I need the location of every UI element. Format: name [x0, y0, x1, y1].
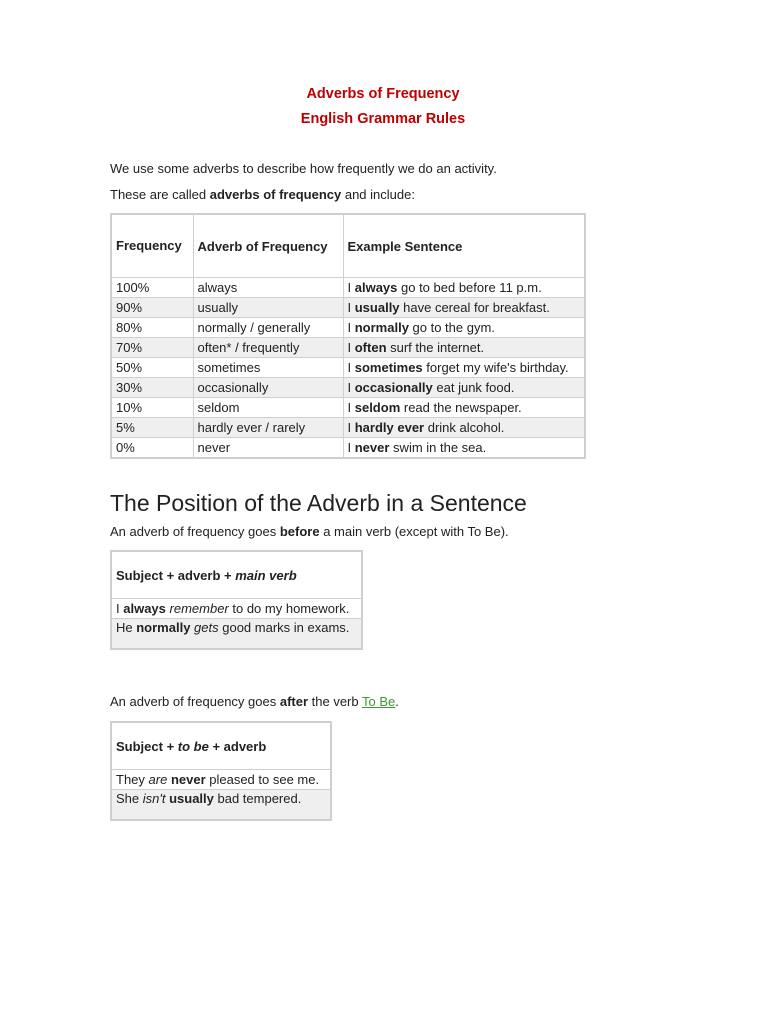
para-bold: before [279, 524, 320, 539]
cell-text: I [347, 300, 355, 315]
header-text: + adverb [208, 738, 267, 754]
cell-text: I [347, 380, 355, 395]
table-header-row [111, 214, 585, 278]
cell-text: I [347, 320, 355, 335]
header-text: Subject + adverb + [116, 567, 236, 583]
cell-bold: sometimes [354, 360, 423, 375]
cell-text: swim in the sea. [389, 440, 487, 455]
cell-example [343, 378, 585, 398]
after-table-header [111, 722, 331, 770]
cell-example [343, 278, 585, 298]
cell-text: drink alcohol. [424, 420, 505, 435]
cell-frequency: 10% [111, 398, 193, 418]
table-row [111, 398, 585, 418]
cell-bold: always [123, 601, 166, 616]
cell-frequency: 0% [111, 438, 193, 459]
table-row [111, 438, 585, 459]
cell-bold: usually [354, 300, 400, 315]
para-text: the verb [308, 694, 362, 709]
before-verb-table [110, 550, 363, 650]
header-italic: to be [177, 738, 209, 754]
cell-adverb: normally / generally [193, 318, 343, 338]
cell-frequency: 5% [111, 418, 193, 438]
table-row [111, 790, 331, 821]
cell-example [343, 298, 585, 318]
cell-adverb: usually [193, 298, 343, 318]
intro-paragraph-2 [110, 187, 415, 202]
table-row [111, 358, 585, 378]
table-row [111, 278, 585, 298]
cell-text: good marks in exams. [218, 620, 350, 635]
cell-text: They [116, 772, 149, 787]
cell-text: eat junk food. [432, 380, 515, 395]
para-bold: after [279, 694, 309, 709]
table-header-row [111, 551, 362, 599]
cell-frequency: 70% [111, 338, 193, 358]
cell-text: I [347, 440, 355, 455]
before-paragraph [110, 524, 509, 539]
table-row [111, 378, 585, 398]
cell-example [343, 358, 585, 378]
cell-text: I [347, 280, 355, 295]
frequency-table [110, 213, 586, 459]
cell-text: have cereal for breakfast. [399, 300, 550, 315]
header-example: Example Sentence [343, 214, 585, 278]
cell-frequency: 80% [111, 318, 193, 338]
cell-bold: occasionally [354, 380, 433, 395]
cell-text: pleased to see me. [205, 772, 320, 787]
cell-text: surf the internet. [386, 340, 485, 355]
cell-adverb: sometimes [193, 358, 343, 378]
para-text: . [395, 694, 399, 709]
cell-text: bad tempered. [213, 791, 302, 806]
header-text: Subject + [116, 738, 178, 754]
intro-text: These are called [110, 187, 210, 202]
table-cell [111, 599, 362, 619]
cell-adverb: seldom [193, 398, 343, 418]
cell-adverb: often* / frequently [193, 338, 343, 358]
cell-frequency: 30% [111, 378, 193, 398]
cell-frequency: 50% [111, 358, 193, 378]
header-italic: main verb [235, 567, 297, 583]
cell-bold: seldom [354, 400, 401, 415]
para-text: An adverb of frequency goes [110, 524, 280, 539]
para-text: a main verb (except with To Be). [319, 524, 509, 539]
cell-frequency: 100% [111, 278, 193, 298]
intro-text: and include: [341, 187, 415, 202]
cell-text: I [347, 420, 355, 435]
cell-text: I [116, 601, 124, 616]
table-header-row [111, 722, 331, 770]
cell-text: I [347, 400, 355, 415]
intro-paragraph-1: We use some adverbs to describe how frequently we do an activity. [110, 161, 497, 176]
intro-bold-term: adverbs of frequency [209, 187, 342, 202]
cell-adverb: always [193, 278, 343, 298]
after-verb-table [110, 721, 332, 821]
table-row [111, 599, 362, 619]
table-row [111, 298, 585, 318]
cell-bold: normally [354, 320, 409, 335]
cell-bold: often [354, 340, 387, 355]
after-paragraph [110, 694, 399, 709]
cell-text: She [116, 791, 143, 806]
cell-bold: usually [169, 791, 214, 806]
cell-frequency: 90% [111, 298, 193, 318]
cell-text: go to bed before 11 p.m. [397, 280, 542, 295]
table-row [111, 770, 331, 790]
cell-bold: hardly ever [354, 420, 425, 435]
cell-bold: normally [136, 620, 191, 635]
table-row [111, 418, 585, 438]
cell-example [343, 338, 585, 358]
table-cell [111, 770, 331, 790]
cell-text: forget my wife's birthday. [422, 360, 569, 375]
cell-text: read the newspaper. [400, 400, 522, 415]
cell-bold: never [354, 440, 390, 455]
cell-text: to do my homework. [228, 601, 350, 616]
table-cell [111, 619, 362, 650]
cell-example [343, 398, 585, 418]
cell-example [343, 418, 585, 438]
cell-adverb: occasionally [193, 378, 343, 398]
before-table-header [111, 551, 362, 599]
cell-example [343, 438, 585, 459]
cell-bold: always [354, 280, 398, 295]
cell-text: I [347, 340, 355, 355]
cell-bold: never [170, 772, 206, 787]
cell-example [343, 318, 585, 338]
header-frequency: Frequency [111, 214, 193, 278]
para-text: An adverb of frequency goes [110, 694, 280, 709]
cell-italic: remember [169, 601, 229, 616]
to-be-link[interactable]: To Be [362, 694, 396, 709]
table-row [111, 318, 585, 338]
cell-italic: gets [194, 620, 219, 635]
table-row [111, 338, 585, 358]
cell-text: I [347, 360, 355, 375]
document-title: Adverbs of Frequency [306, 86, 460, 102]
section-heading: The Position of the Adverb in a Sentence [110, 490, 527, 516]
cell-adverb: never [193, 438, 343, 459]
cell-italic: isn't [142, 791, 166, 806]
table-row [111, 619, 362, 650]
cell-italic: are [148, 772, 168, 787]
document-subtitle: English Grammar Rules [300, 111, 466, 127]
cell-text: go to the gym. [408, 320, 495, 335]
header-adverb: Adverb of Frequency [193, 214, 343, 278]
cell-adverb: hardly ever / rarely [193, 418, 343, 438]
table-cell [111, 790, 331, 821]
cell-text: He [116, 620, 137, 635]
